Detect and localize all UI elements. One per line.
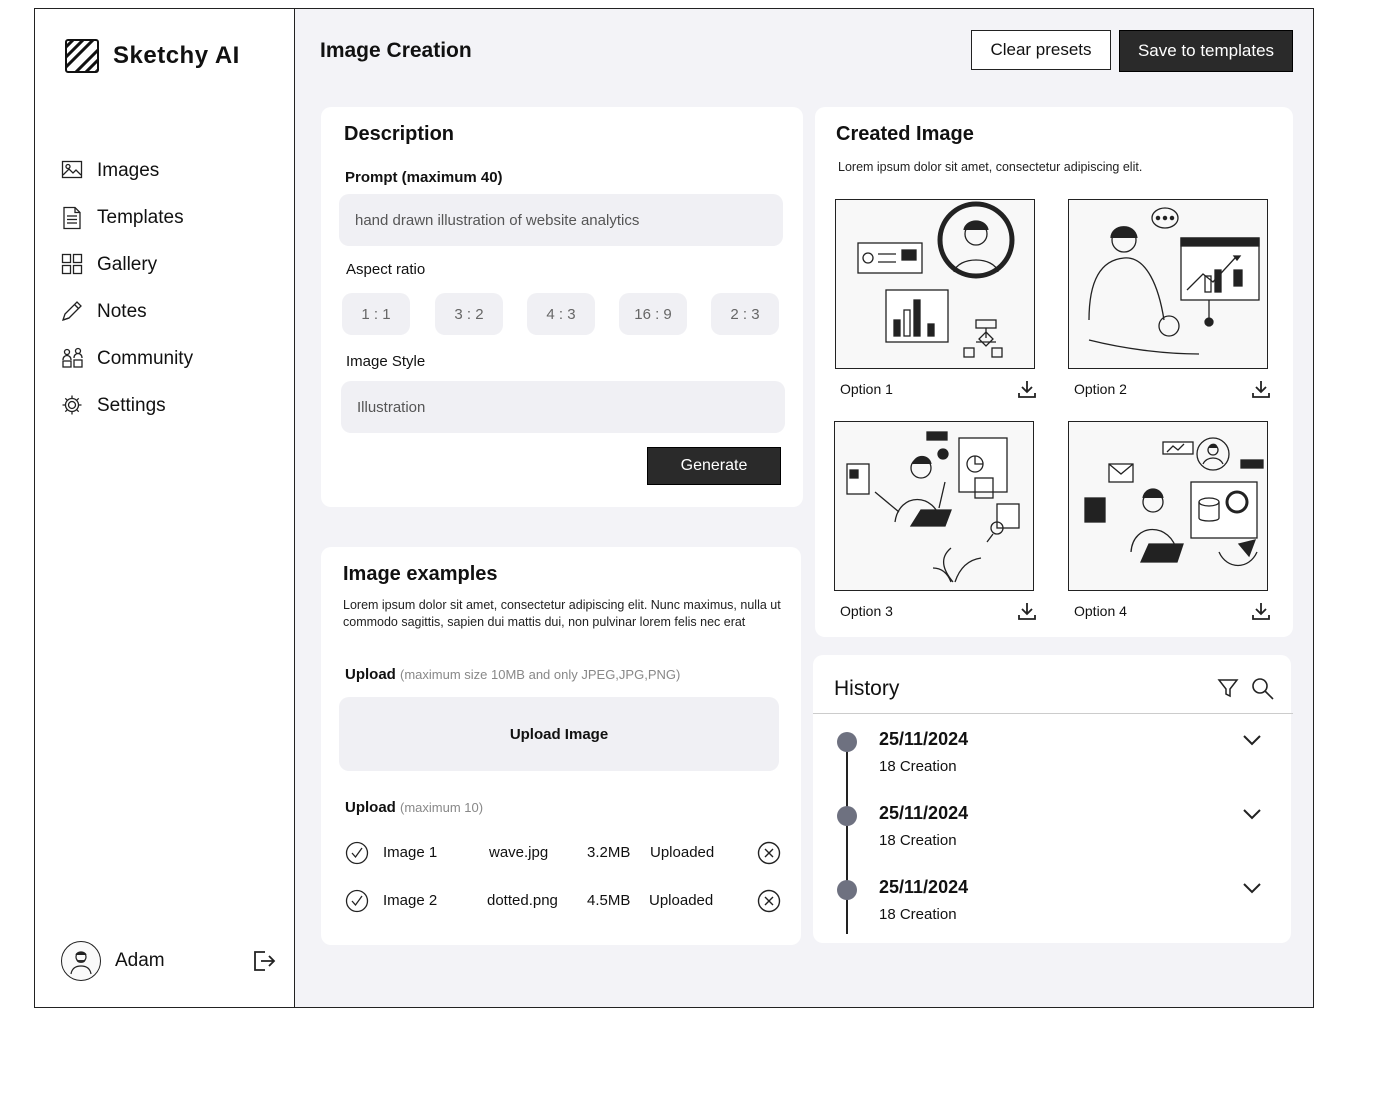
grid-icon	[61, 253, 85, 277]
sidebar-item-gallery[interactable]	[61, 241, 193, 288]
sidebar-item-settings[interactable]	[61, 382, 193, 429]
history-item[interactable]	[813, 877, 1283, 947]
file-name: dotted.png	[487, 892, 558, 909]
sidebar-nav	[61, 147, 193, 429]
prompt-label: Prompt (maximum 40)	[345, 169, 503, 186]
created-image-title: Created Image	[836, 123, 974, 145]
history-item[interactable]	[813, 803, 1283, 873]
user-name: Adam	[115, 950, 165, 971]
option-4-label: Option 4	[1074, 603, 1127, 619]
upload-count-hint: (maximum 10)	[400, 800, 484, 815]
ratio-4-3[interactable]: 4 : 3	[527, 293, 595, 335]
history-count: 18 Creation	[879, 832, 957, 849]
image-option-2[interactable]	[1068, 199, 1268, 369]
image-style-input[interactable]: Illustration	[341, 381, 785, 433]
upload-count-text: Upload	[345, 799, 396, 816]
image-examples-title: Image examples	[343, 563, 498, 585]
image-option-4[interactable]	[1068, 421, 1268, 591]
check-circle-icon	[345, 889, 369, 917]
remove-file-icon[interactable]	[757, 841, 781, 869]
timeline-dot	[837, 880, 857, 900]
ratio-16-9[interactable]: 16 : 9	[619, 293, 687, 335]
search-icon[interactable]	[1251, 677, 1275, 701]
sidebar-item-label: Templates	[97, 206, 184, 228]
history-date: 25/11/2024	[879, 877, 969, 897]
file-status: Uploaded	[649, 892, 714, 909]
file-label: Image 2	[383, 892, 438, 909]
chevron-down-icon[interactable]	[1241, 803, 1263, 825]
sidebar-item-label: Gallery	[97, 253, 158, 275]
upload-image-button[interactable]: Upload Image	[339, 697, 779, 771]
file-label: Image 1	[383, 844, 438, 861]
sidebar-item-label: Images	[97, 159, 160, 181]
avatar[interactable]	[61, 941, 101, 981]
history-count: 18 Creation	[879, 758, 957, 775]
option-2-label: Option 2	[1074, 381, 1127, 397]
file-size: 3.2MB	[587, 844, 631, 861]
upload-hint: (maximum size 10MB and only JPEG,JPG,PNG)	[400, 667, 681, 682]
ratio-2-3[interactable]: 2 : 3	[711, 293, 779, 335]
download-icon[interactable]	[1017, 601, 1037, 621]
image-option-3[interactable]	[834, 421, 1034, 591]
app-frame	[34, 8, 1314, 1008]
aspect-ratio-label: Aspect ratio	[346, 261, 426, 278]
download-icon[interactable]	[1017, 379, 1037, 399]
history-item[interactable]	[813, 729, 1283, 799]
save-to-templates-button[interactable]: Save to templates	[1119, 30, 1293, 72]
image-option-1[interactable]	[835, 199, 1035, 369]
page-title: Image Creation	[320, 39, 472, 62]
app-name: Sketchy AI	[113, 42, 240, 69]
remove-file-icon[interactable]	[757, 889, 781, 917]
upload-count-label	[345, 799, 483, 816]
gear-icon	[61, 394, 85, 418]
logout-icon[interactable]	[251, 948, 277, 974]
timeline-dot	[837, 806, 857, 826]
generate-button[interactable]: Generate	[647, 447, 781, 485]
upload-label-text: Upload	[345, 666, 396, 683]
check-circle-icon	[345, 841, 369, 869]
sidebar-item-community[interactable]	[61, 335, 193, 382]
pencil-icon	[61, 300, 85, 324]
history-count: 18 Creation	[879, 906, 957, 923]
chevron-down-icon[interactable]	[1241, 729, 1263, 751]
ratio-1-1[interactable]: 1 : 1	[342, 293, 410, 335]
file-name: wave.jpg	[489, 844, 549, 861]
ratio-3-2[interactable]: 3 : 2	[435, 293, 503, 335]
sidebar-item-label: Community	[97, 347, 194, 369]
prompt-input[interactable]: hand drawn illustration of website analytics	[339, 194, 783, 246]
history-date: 25/11/2024	[879, 729, 969, 749]
download-icon[interactable]	[1251, 379, 1271, 399]
image-style-label: Image Style	[346, 353, 426, 370]
document-icon	[61, 206, 85, 230]
file-row	[345, 889, 785, 917]
image-icon	[61, 159, 85, 183]
download-icon[interactable]	[1251, 601, 1271, 621]
sidebar-item-notes[interactable]	[61, 288, 193, 335]
sidebar-item-images[interactable]	[61, 147, 193, 194]
logo-icon	[65, 39, 99, 73]
file-size: 4.5MB	[587, 892, 631, 909]
file-row	[345, 841, 785, 869]
clear-presets-button[interactable]: Clear presets	[971, 30, 1111, 70]
created-image-text: Lorem ipsum dolor sit amet, consectetur adipiscing elit.	[838, 160, 1143, 174]
people-icon	[61, 347, 85, 371]
option-3-label: Option 3	[840, 603, 893, 619]
image-examples-text: Lorem ipsum dolor sit amet, consectetur adipiscing elit. Nunc maximus, nulla ut commodo sagittis, sapien dui mattis dui, non pulvinar lorem felis nec erat	[343, 598, 781, 629]
filter-icon[interactable]	[1217, 677, 1239, 699]
sidebar	[35, 9, 295, 1007]
upload-label	[345, 666, 680, 683]
timeline-dot	[837, 732, 857, 752]
history-title: History	[834, 677, 900, 700]
sidebar-item-label: Settings	[97, 394, 166, 416]
logo[interactable]	[65, 39, 240, 73]
file-status: Uploaded	[650, 844, 715, 861]
user-panel	[61, 941, 277, 981]
sidebar-item-label: Notes	[97, 300, 147, 322]
sidebar-item-templates[interactable]	[61, 194, 193, 241]
history-divider	[813, 713, 1293, 714]
chevron-down-icon[interactable]	[1241, 877, 1263, 899]
history-date: 25/11/2024	[879, 803, 969, 823]
description-title: Description	[344, 123, 455, 145]
option-1-label: Option 1	[840, 381, 893, 397]
